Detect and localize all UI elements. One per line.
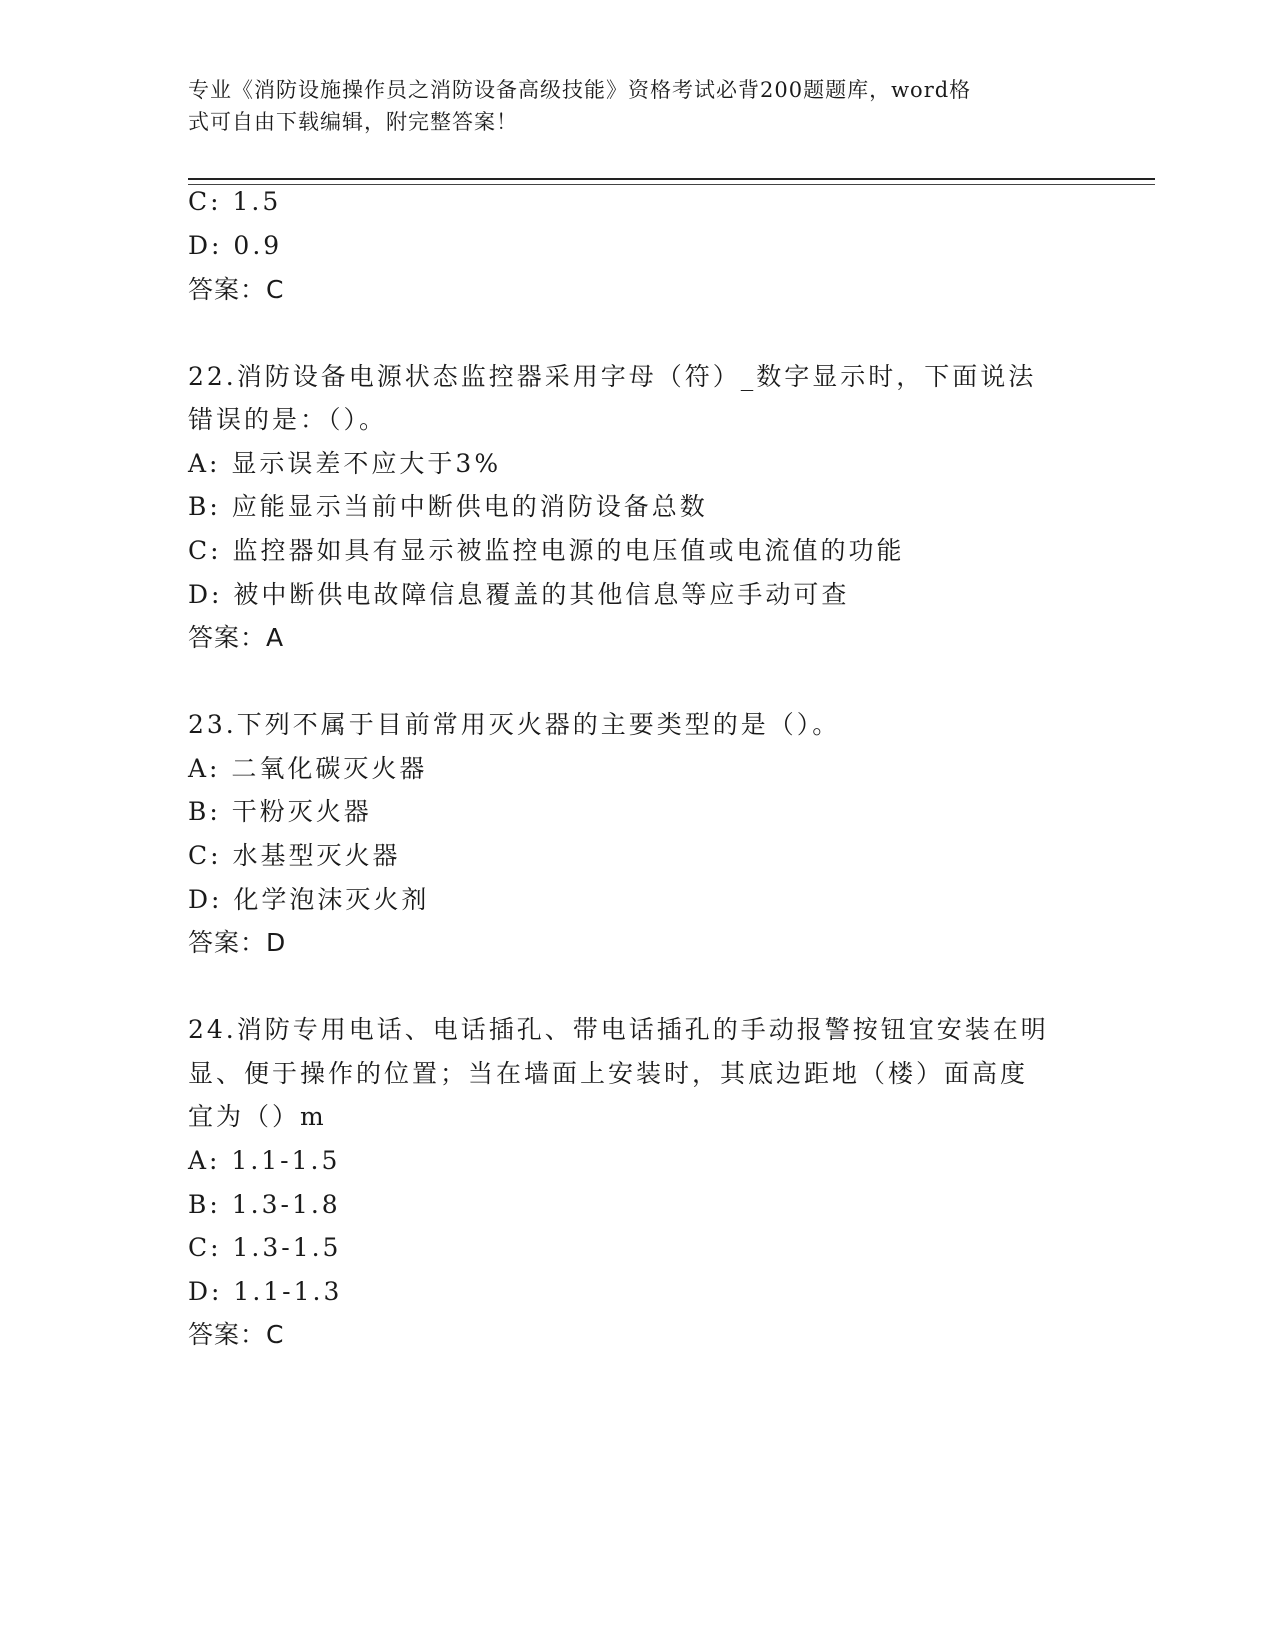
- question-24-stem-line-1: 24.消防专用电话、电话插孔、带电话插孔的手动报警按钮宜安装在明: [188, 1015, 1049, 1044]
- question-23-option-c: C: 水基型灭火器: [188, 841, 401, 870]
- question-24-option-c: C: 1.3-1.5: [188, 1233, 342, 1262]
- question-22-stem-line-2: 错误的是：（）。: [188, 405, 388, 434]
- prev-option-d: D: 0.9: [188, 231, 283, 260]
- prev-option-c: C: 1.5: [188, 187, 282, 216]
- question-24-stem-line-2: 显、便于操作的位置；当在墙面上安装时，其底边距地（楼）面高度: [188, 1059, 1029, 1088]
- question-24-option-a: A: 1.1-1.5: [188, 1146, 341, 1175]
- header-rule-thin: [188, 184, 1155, 185]
- question-24-stem-line-3: 宜为（）m: [188, 1102, 327, 1131]
- question-24-option-b: B: 1.3-1.8: [188, 1190, 341, 1219]
- question-22-option-c: C: 监控器如具有显示被监控电源的电压值或电流值的功能: [188, 536, 905, 565]
- question-23-option-a: A: 二氧化碳灭火器: [188, 754, 428, 783]
- question-23-stem-line-1: 23.下列不属于目前常用灭火器的主要类型的是（）。: [188, 710, 841, 739]
- question-22-option-d: D: 被中断供电故障信息覆盖的其他信息等应手动可查: [188, 580, 850, 609]
- question-24-option-d: D: 1.1-1.3: [188, 1277, 343, 1306]
- question-22-option-a: A: 显示误差不应大于3%: [188, 449, 502, 478]
- document-header: [188, 74, 1088, 138]
- question-22-stem-line-1: 22.消防设备电源状态监控器采用字母（符）_数字显示时，下面说法: [188, 362, 1037, 391]
- prev-answer: 答案：C: [188, 275, 285, 304]
- question-22-option-b: B: 应能显示当前中断供电的消防设备总数: [188, 492, 708, 521]
- header-rule-thick: [188, 178, 1155, 180]
- question-23-option-d: D: 化学泡沫灭火剂: [188, 885, 430, 914]
- header-line-2: 式可自由下载编辑，附完整答案！: [188, 110, 518, 134]
- question-24-answer: 答案：C: [188, 1320, 285, 1349]
- question-23-answer: 答案：D: [188, 928, 287, 957]
- question-22-answer: 答案：A: [188, 623, 285, 652]
- question-23-option-b: B: 干粉灭火器: [188, 797, 372, 826]
- header-line-1: 专业《消防设施操作员之消防设备高级技能》资格考试必背200题题库，word格: [188, 78, 972, 102]
